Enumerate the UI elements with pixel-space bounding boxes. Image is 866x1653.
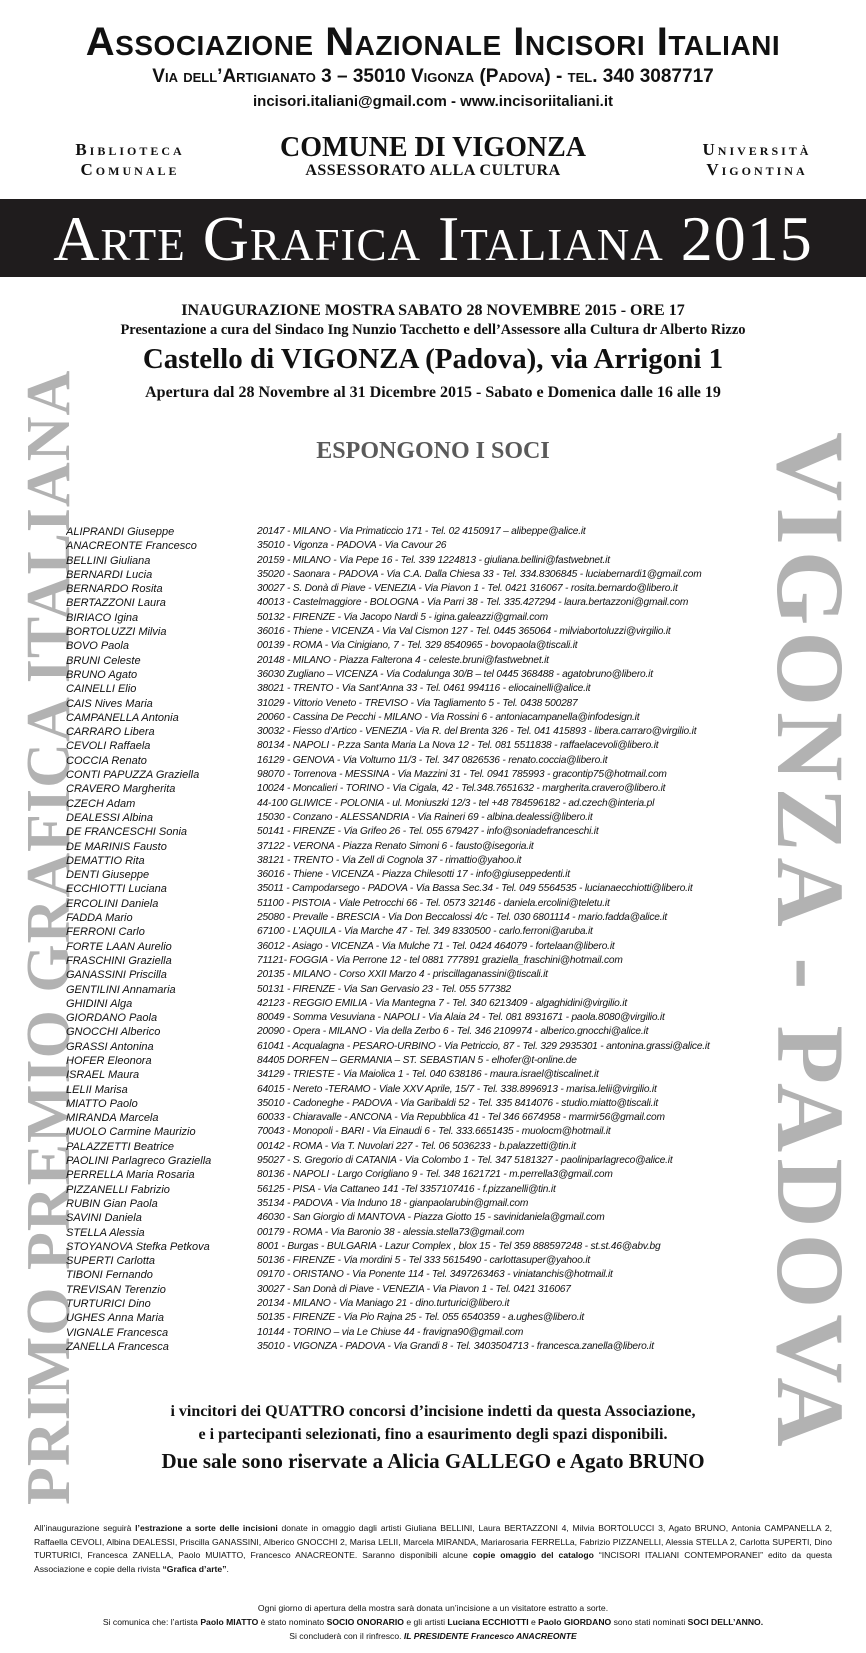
member-address: 8001 - Burgas - BULGARIA - Lazur Complex , blox 15 - Tel 359 888597248 - st.st.46@abv.bg (257, 1240, 661, 1252)
member-row (66, 1154, 786, 1168)
comune-subtitle: ASSESSORATO ALLA CULTURA (305, 162, 561, 179)
member-name: LELII Marisa (66, 1083, 128, 1096)
member-address: 20135 - MILANO - Corso XXII Marzo 4 - priscillaganassini@tiscali.it (257, 969, 548, 981)
member-name: FRASCHINI Graziella (66, 954, 172, 967)
member-name: BERNARDO Rosita (66, 583, 163, 596)
member-name: BELLINI Giuliana (66, 554, 151, 567)
member-name: GNOCCHI Alberico (66, 1026, 161, 1039)
banner-title: Arte Grafica Italiana 2015 (53, 203, 813, 274)
member-row (66, 854, 786, 868)
member-name: PALAZZETTI Beatrice (66, 1140, 174, 1153)
member-address: 35010 - Vigonza - PADOVA - Via Cavour 26 (257, 540, 447, 552)
member-row (66, 668, 786, 682)
member-name: TIBONI Fernando (66, 1269, 153, 1282)
member-row (66, 568, 786, 582)
member-row (66, 625, 786, 639)
winners-line-3: Due sale sono riservate a Alicia GALLEGO e Agato BRUNO (161, 1449, 705, 1473)
member-address: 51100 - PISTOIA - Viale Petrocchi 66 - Tel. 0573 32146 - daniela.ercolini@teletu.it (257, 897, 610, 909)
member-row (66, 1183, 786, 1197)
member-row (66, 911, 786, 925)
footer-text: e (528, 1617, 539, 1627)
member-name: CRAVERO Margherita (66, 783, 176, 796)
member-name: CAIS Nives Maria (66, 697, 153, 710)
member-row (66, 739, 786, 753)
member-address: 50132 - FIRENZE - Via Jacopo Nardi 5 - igina.galeazzi@gmail.com (257, 611, 548, 623)
member-address: 20159 - MILANO - Via Pepe 16 - Tel. 339 1224813 - giuliana.bellini@fastwebnet.it (257, 554, 610, 566)
member-name: BRUNO Agato (66, 668, 138, 681)
member-row (66, 725, 786, 739)
member-row (66, 611, 786, 625)
member-name: ISRAEL Maura (66, 1069, 140, 1082)
member-address: 38121 - TRENTO - Via Zell di Cognola 37 - rimattio@yahoo.it (257, 854, 522, 866)
member-name: MIRANDA Marcela (66, 1112, 159, 1125)
member-address: 20060 - Cassina De Pecchi - MILANO - Via Rossini 6 - antoniacampanella@infodesign.it (257, 711, 640, 723)
member-address: 56125 - PISA - Via Cattaneo 141 -Tel 3357107416 - f.pizzanelli@tin.it (257, 1183, 556, 1195)
member-row (66, 1297, 786, 1311)
member-address: 80136 - NAPOLI - Largo Corigliano 9 - Tel. 348 1621721 - m.perrella3@gmail.com (257, 1169, 613, 1181)
member-address: 36012 - Asiago - VICENZA - Via Mulche 71 - Tel. 0424 464079 - fortelaan@libero.it (257, 940, 615, 952)
member-row (66, 1054, 786, 1068)
member-row (66, 1111, 786, 1125)
member-row (66, 1083, 786, 1097)
member-address: 80134 - NAPOLI - P.zza Santa Maria La Nova 12 - Tel. 081 5511838 - raffaelacevoli@libero.it (257, 740, 659, 752)
member-address: 09170 - ORISTANO - Via Ponente 114 - Tel. 3497263463 - viniatanchis@hotmail.it (257, 1269, 613, 1281)
member-row (66, 1040, 786, 1054)
association-address: Via dell’Artigianato 3 – 35010 Vigonza (Padova) - tel. 340 3087717 (152, 66, 714, 87)
member-name: TREVISAN Terenzio (66, 1283, 166, 1296)
member-name: PERRELLA Maria Rosaria (66, 1169, 195, 1182)
member-row (66, 711, 786, 725)
member-name: FORTE LAAN Aurelio (66, 940, 172, 953)
footer-notes (34, 1522, 832, 1576)
members-heading: ESPONGONO I SOCI (316, 438, 550, 464)
member-address: 35134 - PADOVA - Via Induno 18 - gianpaolarubin@gmail.com (257, 1197, 529, 1209)
member-row (66, 1268, 786, 1282)
member-row (66, 554, 786, 568)
member-row (66, 1097, 786, 1111)
member-row (66, 782, 786, 796)
member-name: MIATTO Paolo (66, 1097, 138, 1110)
member-row (66, 925, 786, 939)
member-address: 71121- FOGGIA - Via Perrone 12 - tel 0881 777891 graziella_fraschini@hotmail.com (257, 954, 623, 966)
member-row (66, 1240, 786, 1254)
biblioteca-line-1: Biblioteca (75, 140, 185, 159)
member-row (66, 639, 786, 653)
member-address: 00142 - ROMA - Via T. Nuvolari 227 - Tel. 06 5036233 - b.palazzetti@tin.it (257, 1140, 576, 1152)
member-name: SAVINI Daniela (66, 1212, 142, 1225)
member-name: RUBIN Gian Paola (66, 1197, 158, 1210)
member-name: DE MARINIS Fausto (66, 840, 167, 853)
footer-president: IL PRESIDENTE Francesco ANACREONTE (403, 1631, 577, 1641)
footer-bold: copie omaggio del catalogo (472, 1550, 594, 1561)
footer-bold: Paolo GIORDANO (538, 1617, 612, 1627)
member-row (66, 1197, 786, 1211)
member-row (66, 539, 786, 553)
footer-text: Si comunica che: l’artista (102, 1617, 201, 1627)
title-banner (0, 199, 866, 277)
member-address: 30032 - Fiesso d’Artico - VENEZIA - Via R. del Brenta 326 - Tel. 041 415893 - libera.carraro@virgilio.it (257, 726, 697, 738)
member-name: DEALESSI Albina (66, 811, 154, 824)
member-address: 50135 - FIRENZE - Via Pio Rajna 25 - Tel. 055 6540359 - a.ughes@libero.it (257, 1312, 585, 1324)
member-row (66, 682, 786, 696)
member-name: HOFER Eleonora (66, 1054, 152, 1067)
winners-line-1: i vincitori dei QUATTRO concorsi d’incisione indetti da questa Associazione, (170, 1403, 696, 1420)
member-name: ZANELLA Francesca (66, 1340, 169, 1353)
member-row (66, 768, 786, 782)
winners-line-2: e i partecipanti selezionati, fino a esaurimento degli spazi disponibili. (198, 1426, 668, 1443)
member-row (66, 754, 786, 768)
member-name: BRUNI Celeste (66, 654, 141, 667)
member-name: STELLA Alessia (66, 1226, 145, 1239)
footer-text: All’inaugurazione seguirà (34, 1523, 136, 1533)
member-row (66, 811, 786, 825)
member-address: 35011 - Campodarsego - PADOVA - Via Bassa Sec.34 - Tel. 049 5564535 - lucianaecchiotti@libero.it (257, 883, 693, 895)
member-name: UGHES Anna Maria (66, 1312, 165, 1325)
member-address: 36016 - Thiene - VICENZA - Piazza Chilesotti 17 - info@giuseppedenti.it (257, 869, 570, 881)
member-row (66, 868, 786, 882)
member-name: ECCHIOTTI Luciana (66, 883, 167, 896)
footer-bold: SOCI DELL’ANNO. (687, 1617, 764, 1627)
member-address: 46030 - San Giorgio di MANTOVA - Piazza Giotto 15 - savinidaniela@gmail.com (257, 1212, 605, 1224)
member-name: DENTI Giuseppe (66, 869, 150, 882)
member-row (66, 1125, 786, 1139)
member-address: 30027 - S. Donà di Piave - VENEZIA - Via Piavon 1 - Tel. 0421 316067 - rosita.bernardo@libero.it (257, 583, 678, 595)
member-address: 95027 - S. Gregorio di CATANIA - Via Colombo 1 - Tel. 347 5181327 - paoliniparlagreco@alice.it (257, 1155, 673, 1167)
vertical-left-text: PRIMO PREMIO GRAFICA ITALIANA (15, 369, 83, 1505)
member-row (66, 596, 786, 610)
footer-text: Si concluderà con il rinfresco. (289, 1631, 404, 1641)
member-row (66, 983, 786, 997)
member-name: CARRARO Libera (66, 726, 155, 739)
member-name: BIRIACO Igina (66, 611, 139, 624)
member-address: 37122 - VERONA - Piazza Renato Simoni 6 - fausto@isegoria.it (257, 840, 534, 852)
member-address: 35010 - Cadoneghe - PADOVA - Via Garibaldi 52 - Tel. 335 8414076 - studio.miatto@tiscali.it (257, 1097, 659, 1109)
members-list (66, 525, 786, 1354)
universita-line-1: Università (702, 140, 812, 159)
member-address: 00139 - ROMA - Via Cinigiano, 7 - Tel. 329 8540965 - bovopaola@tiscali.it (257, 640, 578, 652)
member-name: CONTI PAPUZZA Graziella (66, 769, 200, 782)
member-address: 15030 - Conzano - ALESSANDRIA - Via Raineri 69 - albina.dealessi@libero.it (257, 811, 593, 823)
member-address: 40013 - Castelmaggiore - BOLOGNA - Via Parri 38 - Tel. 335.427294 - laura.bertazzoni@gmail.com (257, 597, 689, 609)
member-address: 35020 - Saonara - PADOVA - Via C.A. Dalla Chiesa 33 - Tel. 334.8306845 - luciabernardi1@gmail.com (257, 568, 702, 580)
member-address: 67100 - L’AQUILA - Via Marche 47 - Tel. 349 8330500 - carlo.ferroni@aruba.it (257, 926, 593, 938)
member-row (66, 582, 786, 596)
member-name: ANACREONTE Francesco (66, 540, 197, 553)
member-row (66, 1340, 786, 1354)
member-name: BERTAZZONI Laura (66, 597, 166, 610)
member-address: 60033 - Chiaravalle - ANCONA - Via Repubblica 41 - Tel 346 6674958 - marmir56@gmail.com (257, 1112, 665, 1124)
footer-bold: l’estrazione a sorte delle incisioni (135, 1523, 278, 1533)
member-row (66, 525, 786, 539)
member-address: 38021 - TRENTO - Via Sant’Anna 33 - Tel. 0461 994116 - eliocainelli@alice.it (257, 683, 591, 695)
member-row (66, 797, 786, 811)
footer-bold: Paolo MIATTO (200, 1617, 259, 1627)
footer-text: e gli artisti (403, 1617, 448, 1627)
member-name: SUPERTI Carlotta (66, 1255, 156, 1268)
member-name: CAINELLI Elio (66, 683, 137, 696)
member-address: 20134 - MILANO - Via Maniago 21 - dino.turturici@libero.it (257, 1298, 510, 1310)
member-name: VIGNALE Francesca (66, 1326, 169, 1339)
member-row (66, 997, 786, 1011)
member-address: 35010 - VIGONZA - PADOVA - Via Grandi 8 - Tel. 3403504713 - francesca.zanella@libero.it (257, 1340, 654, 1352)
member-name: COCCIA Renato (66, 754, 147, 767)
footer-bold: “Grafica d’arte” (162, 1563, 227, 1574)
universita-vigontina (672, 140, 842, 180)
member-address: 50131 - FIRENZE - Via San Gervasio 23 - Tel. 055 577382 (257, 983, 512, 995)
member-address: 16129 - GENOVA - Via Volturno 11/3 - Tel. 347 0826536 - renato.coccia@libero.it (257, 754, 608, 766)
member-name: GANASSINI Priscilla (66, 969, 167, 982)
member-name: FERRONI Carlo (66, 926, 145, 939)
member-name: FADDA Mario (66, 912, 133, 925)
member-row (66, 954, 786, 968)
association-title: Associazione Nazionale Incisori Italiani (85, 20, 781, 64)
footer-text: donate in omaggio dagli artisti Giuliana BELLINI, Laura BERTAZZONI 4, Milvia BORTOLUCCI 3, Agato BRUNO, Antonia CAMPANELLA 2, Raffaella CEVOLI, Albina DEALESSI, Priscilla GANASSINI, Alberico GNOCCHI 2, Marisa LELII, Marcela MIRANDA, Mariarosaria FERRELLa, Fabrizio PIZZANELLI, Alessia STELLA 2, Carlotta SUPERTI, Dino TURTURICI, Francesca ZANELLA, Paolo MUIATTO, Francesco ANACREONTE. Saranno disponibili alcune (34, 1523, 832, 1561)
member-name: DE FRANCESCHI Sonia (66, 826, 188, 839)
member-address: 36030 Zugliano – VICENZA - Via Codalunga 30/B – tel 0445 368488 - agatobruno@libero.it (257, 668, 653, 680)
comune-title: COMUNE DI VIGONZA (280, 132, 586, 163)
member-address: 50141 - FIRENZE - Via Grifeo 26 - Tel. 055 679427 - info@soniadefranceschi.it (257, 826, 599, 838)
member-name: ERCOLINI Daniela (66, 897, 159, 910)
member-name: CEVOLI Raffaela (66, 740, 151, 753)
footer-closing (0, 1631, 866, 1641)
member-address: 42123 - REGGIO EMILIA - Via Mantegna 7 - Tel. 340 6213409 - algaghidini@virgilio.it (257, 997, 627, 1009)
member-address: 80049 - Somma Vesuviana - NAPOLI - Via Alaia 24 - Tel. 081 8931671 - paola.8080@virgilio.it (257, 1012, 665, 1024)
member-address: 44-100 GLIWICE - POLONIA - ul. Moniuszki 12/3 - tel +48 784596182 - ad.czech@interia.pl (257, 797, 655, 809)
member-name: BORTOLUZZI Milvia (66, 626, 167, 639)
member-name: GIORDANO Paola (66, 1012, 158, 1025)
member-address: 20090 - Opera - MILANO - Via della Zerbo 6 - Tel. 346 2109974 - alberico.gnocchi@alice.it (257, 1026, 649, 1038)
member-address: 50136 - FIRENZE - Via mordini 5 - Tel 333 5615490 - carlottasuper@yahoo.it (257, 1255, 591, 1267)
vertical-right-text: VIGONZA - PADOVA (757, 432, 864, 1453)
member-row (66, 1283, 786, 1297)
member-row (66, 840, 786, 854)
member-row (66, 1140, 786, 1154)
member-address: 30027 - San Donà di Piave - VENEZIA - Via Piavon 1 - Tel. 0421 316067 (257, 1283, 571, 1295)
member-row (66, 882, 786, 896)
member-address: 34129 - TRIESTE - Via Maiolica 1 - Tel. 040 638186 - maura.israel@tiscalinet.it (257, 1069, 599, 1081)
member-name: MUOLO Carmine Maurizio (66, 1126, 196, 1139)
member-row (66, 1168, 786, 1182)
universita-line-2: Vigontina (706, 160, 808, 179)
footer-nominations (0, 1617, 866, 1627)
footer-daily-draw: Ogni giorno di apertura della mostra sarà donata un’incisione a un visitatore estratto a sorte. (257, 1603, 609, 1613)
footer-bold: SOCIO ONORARIO (326, 1617, 404, 1627)
footer-text: . (226, 1563, 229, 1574)
member-address: 70043 - Monopoli - BARI - Via Einaudi 6 - Tel. 333.6651435 - muolocm@hotmail.it (257, 1126, 611, 1138)
member-address: 98070 - Torrenova - MESSINA - Via Mazzini 31 - Tel. 0941 785993 - gracontip75@hotmail.com (257, 769, 667, 781)
member-row (66, 654, 786, 668)
member-name: ALIPRANDI Giuseppe (66, 526, 175, 538)
member-name: GRASSI Antonina (66, 1040, 154, 1053)
member-address: 31029 - Vittorio Veneto - TREVISO - Via Tagliamento 5 - Tel. 0438 500287 (257, 697, 578, 709)
member-address: 10024 - Moncalieri - TORINO - Via Cigala, 42 - Tel.348.7651632 - margherita.cravero@libero.it (257, 783, 666, 795)
inauguration-line: INAUGURAZIONE MOSTRA SABATO 28 NOVEMBRE 2015 - ORE 17 (181, 302, 685, 319)
member-address: 36016 - Thiene - VICENZA - Via Val Cismon 127 - Tel. 0445 365064 - milviabortoluzzi@virgilio.it (257, 626, 671, 638)
member-row (66, 697, 786, 711)
member-address: 61041 - Acqualagna - PESARO-URBINO - Via Petriccio, 87 - Tel. 329 2935301 - antonina.grassi@alice.it (257, 1040, 710, 1052)
member-name: GENTILINI Annamaria (66, 983, 176, 996)
member-address: 10144 - TORINO – via Le Chiuse 44 - fravigna90@gmail.com (257, 1326, 524, 1338)
footer-text: è stato nominato (258, 1617, 327, 1627)
member-row (66, 1211, 786, 1225)
member-row (66, 1025, 786, 1039)
member-name: BOVO Paola (66, 640, 129, 653)
member-row (66, 1226, 786, 1240)
member-name: PAOLINI Parlagreco Graziella (66, 1155, 212, 1168)
member-name: TURTURICI Dino (66, 1298, 151, 1311)
member-address: 84405 DORFEN – GERMANIA – ST. SEBASTIAN 5 - elhofer@t-online.de (257, 1054, 577, 1066)
member-name: STOYANOVA Stefka Petkova (66, 1240, 210, 1253)
member-name: PIZZANELLI Fabrizio (66, 1183, 170, 1196)
association-contacts: incisori.italiani@gmail.com - www.incisoriitaliani.it (253, 93, 613, 110)
member-name: DEMATTIO Rita (66, 854, 145, 867)
member-name: GHIDINI Alga (66, 997, 133, 1010)
member-name: CAMPANELLA Antonia (66, 711, 179, 724)
opening-line: Apertura dal 28 Novembre al 31 Dicembre 2015 - Sabato e Domenica dalle 16 alle 19 (145, 384, 721, 401)
member-address: 64015 - Nereto -TERAMO - Viale XXV Aprile, 15/7 - Tel. 338.8996913 - marisa.lelii@virgilio.it (257, 1083, 657, 1095)
member-row (66, 940, 786, 954)
member-name: CZECH Adam (66, 797, 136, 810)
footer-bold: Luciana ECCHIOTTI (447, 1617, 529, 1627)
member-row (66, 968, 786, 982)
member-address: 20148 - MILANO - Piazza Falterona 4 - celeste.bruni@fastwebnet.it (257, 654, 549, 666)
venue-line: Castello di VIGONZA (Padova), via Arrigoni 1 (142, 343, 724, 375)
member-row (66, 1011, 786, 1025)
footer-text: sono stati nominati (611, 1617, 688, 1627)
member-row (66, 1068, 786, 1082)
member-row (66, 1326, 786, 1340)
member-row (66, 825, 786, 839)
member-address: 20147 - MILANO - Via Primaticcio 171 - Tel. 02 4150917 – alibeppe@alice.it (257, 526, 586, 537)
member-row (66, 1311, 786, 1325)
member-name: BERNARDI Lucia (66, 568, 153, 581)
member-address: 00179 - ROMA - Via Baronio 38 - alessia.stella73@gmail.com (257, 1226, 525, 1238)
member-row (66, 1254, 786, 1268)
member-address: 25080 - Prevalle - BRESCIA - Via Don Beccalossi 4/c - Tel. 030 6801114 - mario.fadda@alice.it (257, 912, 668, 924)
footer-text: “INCISORI ITALIANI CONTEMPORANEI” edito da questa Associazione e copie della rivista (34, 1550, 832, 1574)
biblioteca-line-2: Comunale (80, 160, 180, 179)
presentation-line: Presentazione a cura del Sindaco Ing Nunzio Tacchetto e dell’Assessore alla Cultura dr Alberto Rizzo (120, 322, 746, 338)
member-row (66, 897, 786, 911)
